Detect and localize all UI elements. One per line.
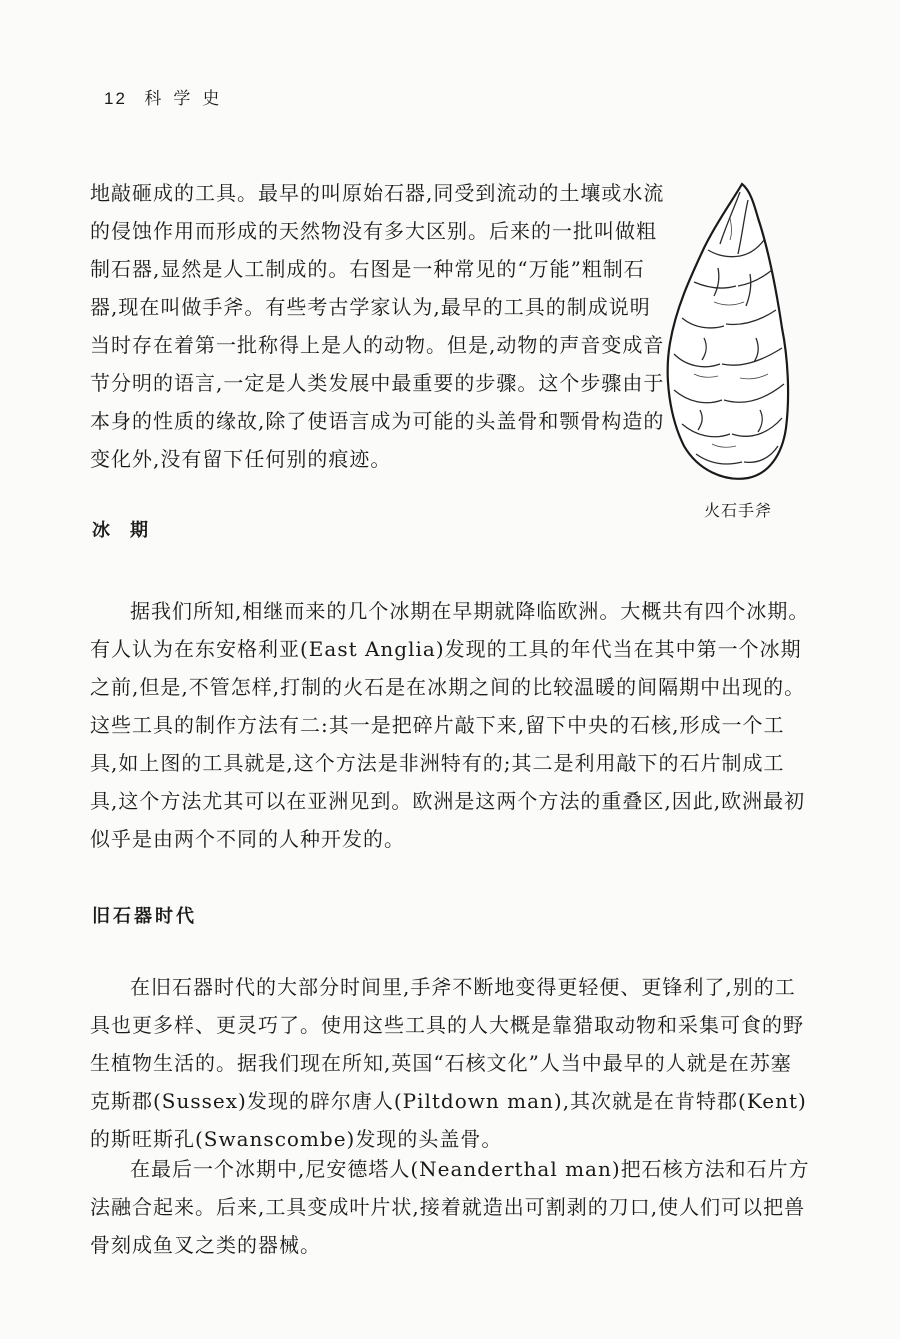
section-heading-paleolithic: 旧石器时代 [92,906,197,927]
page-header [104,84,231,109]
book-title: 科学史 [144,89,232,109]
hand-axe-figure [664,178,794,488]
page-number: 12 [104,89,127,108]
paleolithic-paragraph-2: 在最后一个冰期中,尼安德塔人(Neanderthal man)把石核方法和石片方法融合起来。后来,工具变成叶片状,接着就造出可割剥的刀口,使人们可以把兽骨刻成鱼叉之类的器械。 [90,1157,810,1257]
flint-hand-axe-icon [664,178,794,488]
paleolithic-paragraph-1: 在旧石器时代的大部分时间里,手斧不断地变得更轻便、更锋利了,别的工具也更多样、更灵巧了。使用这些工具的人大概是靠猎取动物和采集可食的野生植物生活的。据我们现在所知,英国“石核文化”人当中最早的人就是在苏塞克斯郡(Sussex)发现的辟尔唐人(Piltdown man),其次就是在肯特郡(Kent)的斯旺斯孔(Swanscombe)发现的头盖骨。 [90,975,807,1151]
section-heading-ice-age: 冰期 [92,520,168,541]
intro-paragraph: 地敲砸成的工具。最早的叫原始石器,同受到流动的土壤或水流的侵蚀作用而形成的天然物没有多大区别。后来的一批叫做粗制石器,显然是人工制成的。右图是一种常见的“万能”粗制石器,现在叫做手斧。有些考古学家认为,最早的工具的制成说明当时存在着第一批称得上是人的动物。但是,动物的声音变成音节分明的语言,一定是人类发展中最重要的步骤。这个步骤由于本身的性质的缘故,除了使语言成为可能的头盖骨和颚骨构造的变化外,没有留下任何别的痕迹。 [90,181,665,471]
ice-age-paragraph: 据我们所知,相继而来的几个冰期在早期就降临欧洲。大概共有四个冰期。有人认为在东安格利亚(East Anglia)发现的工具的年代当在其中第一个冰期之前,但是,不管怎样,打制的火石是在冰期之间的比较温暖的间隔期中出现的。这些工具的制作方法有二:其一是把碎片敲下来,留下中央的石核,形成一个工具,如上图的工具就是,这个方法是非洲特有的;其二是利用敲下的石片制成工具,这个方法尤其可以在亚洲见到。欧洲是这两个方法的重叠区,因此,欧洲最初似乎是由两个不同的人种开发的。 [90,599,810,851]
figure-caption: 火石手斧 [704,501,773,520]
